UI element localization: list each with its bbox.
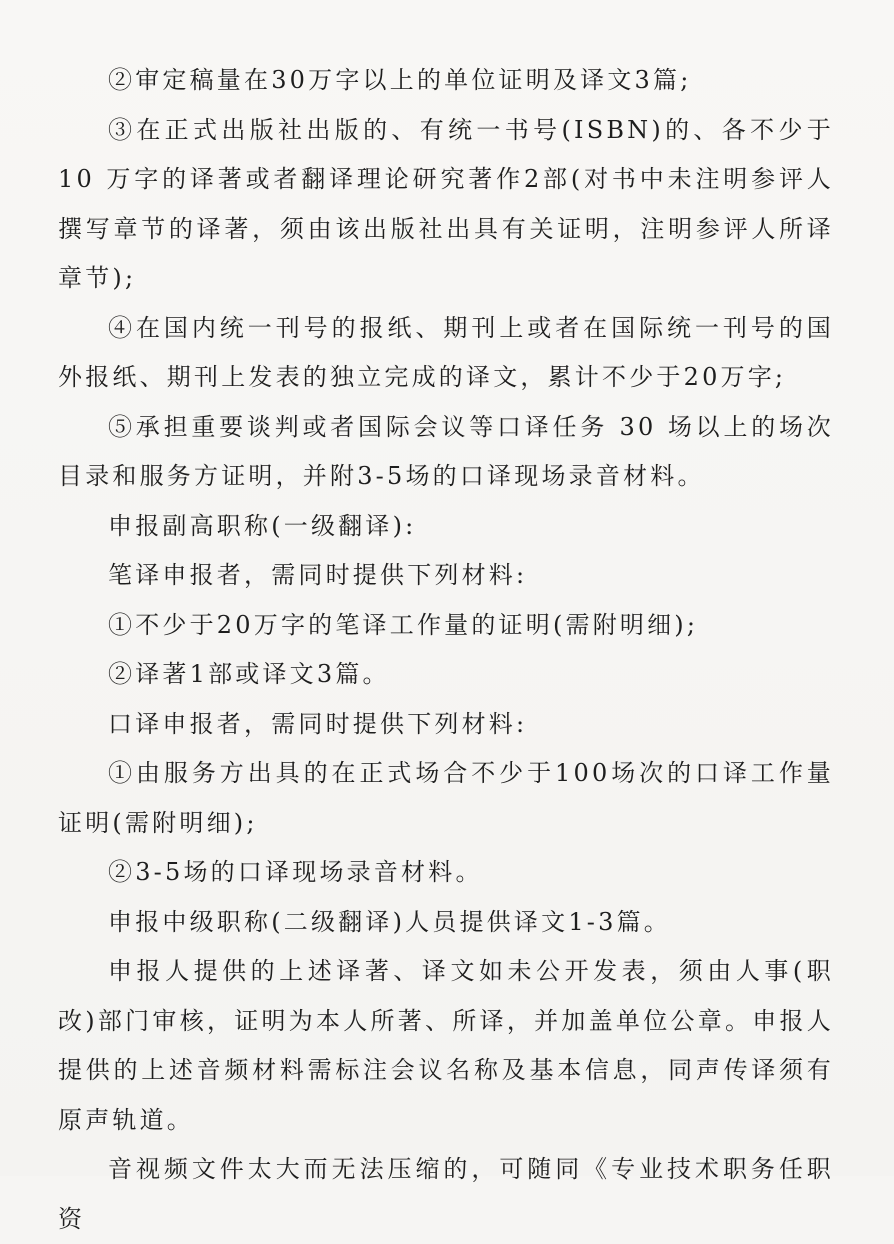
interpretation-requirement-2: ②3-5场的口译现场录音材料。 [108, 858, 483, 886]
large-file-note: 音视频文件太大而无法压缩的，可随同《专业技术职务任职资 [58, 1155, 834, 1233]
section-heading-senior-title: 申报副高职称(一级翻译): [108, 511, 417, 540]
unpublished-material-note: 申报人提供的上述译著、译文如未公开发表，须由人事(职改)部门审核，证明为本人所著、所译，并加盖单位公章。申报人提供的上述音频材料需标注会议名称及基本信息，同声传译须有原声轨道。 [58, 957, 834, 1134]
written-translation-applicant-heading: 笔译申报者，需同时提供下列材料: [108, 561, 528, 589]
paragraph-2: ③在正式出版社出版的、有统一书号(ISBN)的、各不少于 10 万字的译著或者翻译理论研究著作2部(对书中未注明参评人撰写章节的译著，须由该出版社出具有关证明，注明参评人所译章节); [58, 115, 834, 292]
written-requirement-2: ②译著1部或译文3篇。 [108, 660, 390, 688]
interpretation-applicant-heading: 口译申报者，需同时提供下列材料: [108, 709, 528, 738]
paragraph-3: ④在国内统一刊号的报纸、期刊上或者在国际统一刊号的国外报纸、期刊上发表的独立完成的译文，累计不少于20万字; [58, 313, 834, 391]
intermediate-title-requirement: 申报中级职称(二级翻译)人员提供译文1-3篇。 [108, 907, 671, 936]
paragraph-1: ②审定稿量在30万字以上的单位证明及译文3篇; [108, 66, 692, 94]
interpretation-requirement-1: ①由服务方出具的在正式场合不少于100场次的口译工作量证明(需附明细); [58, 759, 834, 837]
written-requirement-1: ①不少于20万字的笔译工作量的证明(需附明细); [108, 610, 699, 639]
paragraph-4: ⑤承担重要谈判或者国际会议等口译任务 30 场以上的场次目录和服务方证明，并附3-5场的口译现场录音材料。 [58, 412, 834, 490]
